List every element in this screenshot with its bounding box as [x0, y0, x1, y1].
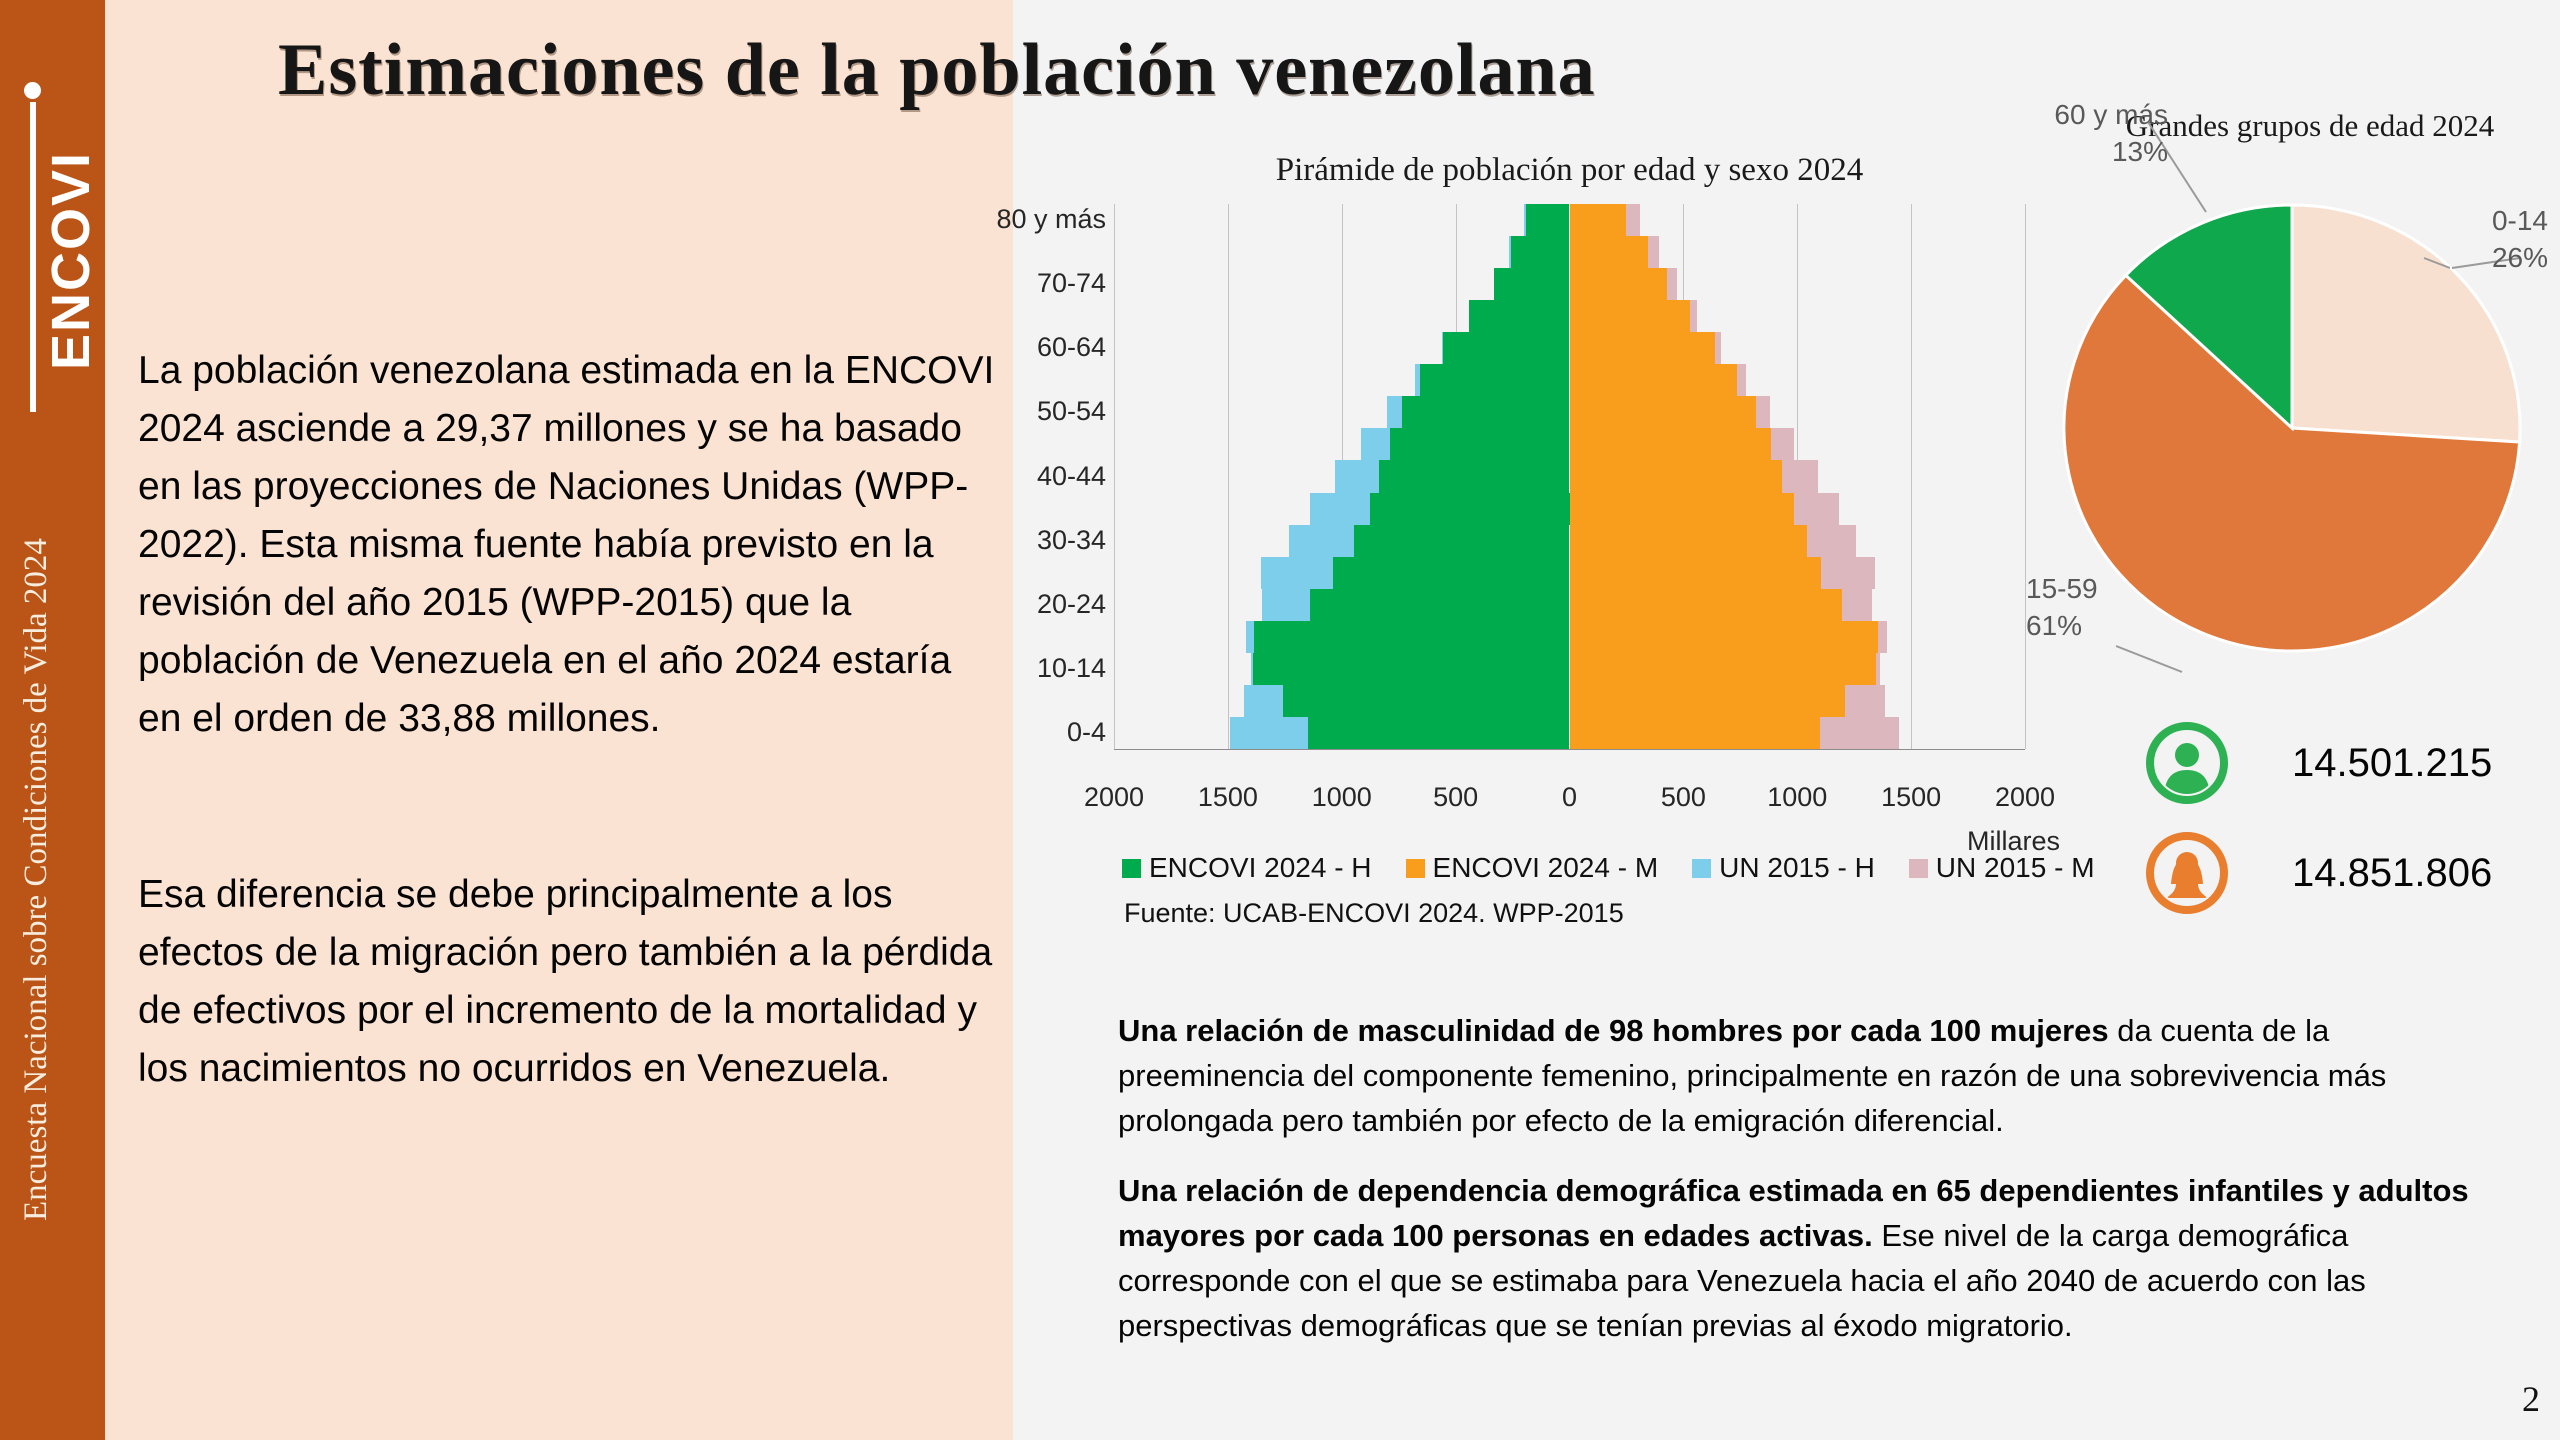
age-axis-label: 20-24: [1036, 588, 1106, 619]
x-axis-tick-label: 2000: [1994, 782, 2056, 812]
legend-swatch-icon: [1122, 859, 1141, 878]
x-axis-tick-label: 500: [1433, 782, 1479, 812]
logo-text: ENCOVI: [41, 150, 101, 370]
pyramid-bar-ENCOVI2024-H-80 y más: [1526, 204, 1569, 236]
encovi-logo: [0, 40, 105, 460]
sidebar: [0, 0, 105, 1440]
pyramid-bar-ENCOVI2024-M-65-69: [1570, 300, 1691, 332]
pyramid-bar-ENCOVI2024-H-55-59: [1420, 364, 1569, 396]
masculinity-ratio-bold: Una relación de masculinidad de 98 hombres por cada 100 mujeres: [1118, 1013, 2109, 1048]
pyramid-bar-ENCOVI2024-H-65-69: [1469, 300, 1569, 332]
pyramid-bar-ENCOVI2024-H-50-54: [1402, 396, 1569, 428]
gridline: [1228, 204, 1229, 749]
dependency-ratio-rest: Ese nivel de la carga demográfica corresponde con el que se estimaba para Venezuela hacia el año 2040 de acuerdo con las perspectivas demográficas que se tenían previas al éxodo migratorio.: [1118, 1218, 2366, 1343]
pyramid-bar-ENCOVI2024-M-60-64: [1570, 332, 1716, 364]
pyramid-bar-ENCOVI2024-H-70-74: [1494, 268, 1569, 300]
pie-callout-60ymas: [2020, 96, 2168, 170]
legend-label: UN 2015 - H: [1719, 852, 1875, 883]
age-axis-label: 70-74: [1036, 268, 1106, 299]
pie-callout-0-14-name: 0-14: [2491, 205, 2548, 236]
pie-callout-15-59: [2026, 570, 2136, 644]
age-axis-label: 10-14: [1036, 652, 1106, 683]
males-total-value: 14.501.215: [2292, 740, 2493, 785]
pyramid-bar-ENCOVI2024-M-15-19: [1570, 621, 1879, 653]
male-person-icon: [2146, 722, 2228, 804]
masculinity-ratio-rest: da cuenta de la preeminencia del componente femenino, principalmente en razón de una sobrevivencia más prolongada pero también por efecto de la emigración diferencial.: [1118, 1013, 2387, 1138]
pie-callout-60ymas-pct: 13%: [2111, 136, 2168, 167]
pyramid-bar-ENCOVI2024-H-0-4: [1308, 717, 1570, 749]
masculinity-ratio-paragraph: [1118, 1008, 2510, 1143]
pie-callout-15-59-pct: 61%: [2026, 610, 2083, 641]
pyramid-bar-ENCOVI2024-H-35-39: [1370, 493, 1569, 525]
pyramid-legend: [1114, 852, 2095, 884]
pyramid-bar-ENCOVI2024-H-20-24: [1310, 589, 1570, 621]
pyramid-bar-ENCOVI2024-M-10-14: [1570, 653, 1876, 685]
pyramid-chart-title: Pirámide de población por edad y sexo 2024: [1275, 152, 1864, 188]
x-axis-tick-label: 500: [1660, 782, 1706, 812]
pyramid-x-axis-line: [1114, 749, 2025, 750]
pyramid-bar-ENCOVI2024-H-5-9: [1283, 685, 1570, 717]
pyramid-bar-ENCOVI2024-M-25-29: [1570, 557, 1822, 589]
x-axis-tick-label: 0: [1561, 782, 1578, 812]
pyramid-bar-ENCOVI2024-M-50-54: [1570, 396, 1757, 428]
gridline: [1114, 204, 1115, 749]
source-note: Fuente: UCAB-ENCOVI 2024. WPP-2015: [1124, 898, 1624, 928]
dependency-ratio-paragraph: [1118, 1168, 2510, 1348]
x-axis-tick-label: 1500: [1881, 782, 1942, 812]
pyramid-bar-ENCOVI2024-H-75-79: [1511, 236, 1569, 268]
females-total-value: 14.851.806: [2292, 850, 2493, 895]
x-axis-tick-label: 1000: [1767, 782, 1828, 812]
pie-chart-title: Grandes grupos de edad 2024: [2125, 108, 2495, 143]
page-title: Estimaciones de la población venezolana: [278, 29, 1596, 111]
pie-callout-15-59-name: 15-59: [2026, 573, 2098, 604]
total-females-row: [2146, 832, 2492, 914]
age-axis-label: 30-34: [1036, 524, 1106, 555]
pyramid-bar-ENCOVI2024-H-10-14: [1253, 653, 1570, 685]
pyramid-bar-ENCOVI2024-M-0-4: [1570, 717, 1821, 749]
logo-pin-line-icon: [30, 102, 36, 412]
pyramid-bar-ENCOVI2024-M-55-59: [1570, 364, 1737, 396]
age-axis-label: 40-44: [1036, 460, 1106, 491]
pyramid-bar-ENCOVI2024-M-45-49: [1570, 428, 1772, 460]
intro-paragraph-1: La población venezolana estimada en la ENCOVI 2024 asciende a 29,37 millones y se ha basado en las proyecciones de Naciones Unidas (WPP-2022). Esta misma fuente había previsto en la revisión del año 2015 (WPP-2015) que la población de Venezuela en el año 2024 estaría en el orden de 33,88 millones.: [138, 349, 995, 740]
pyramid-bar-ENCOVI2024-H-25-29: [1333, 557, 1570, 589]
pyramid-plot-area: [1114, 204, 2025, 749]
pie-callout-0-14-pct: 26%: [2491, 242, 2548, 273]
pyramid-bar-ENCOVI2024-H-45-49: [1390, 428, 1570, 460]
pyramid-bar-ENCOVI2024-M-40-44: [1570, 460, 1783, 492]
age-axis-label: 50-54: [1036, 396, 1106, 427]
pie-leader-line: [2116, 646, 2182, 672]
female-person-icon: [2146, 832, 2228, 914]
logo-pin-dot-icon: [24, 82, 41, 99]
pyramid-bar-ENCOVI2024-M-5-9: [1570, 685, 1846, 717]
pyramid-bar-ENCOVI2024-H-15-19: [1254, 621, 1569, 653]
x-axis-tick-label: 1500: [1197, 782, 1258, 812]
legend-item: [1692, 852, 1875, 884]
pyramid-bar-ENCOVI2024-M-70-74: [1570, 268, 1668, 300]
pyramid-bar-ENCOVI2024-M-80 y más: [1570, 204, 1627, 236]
gridline: [1911, 204, 1912, 749]
total-males-row: [2146, 722, 2492, 804]
legend-swatch-icon: [1692, 859, 1711, 878]
age-axis-label: 80 y más: [996, 204, 1106, 235]
legend-item: [1122, 852, 1372, 884]
page-number: 2: [2522, 1379, 2540, 1419]
legend-item: [1406, 852, 1659, 884]
pyramid-bar-ENCOVI2024-H-30-34: [1354, 525, 1569, 557]
legend-item: [1909, 852, 2095, 884]
legend-label: UN 2015 - M: [1935, 852, 2095, 883]
dependency-ratio-bold: Una relación de dependencia demográfica estimada en 65 dependientes infantiles y adultos mayores por cada 100 personas en edades activas.: [1118, 1173, 2469, 1253]
pie-callout-60ymas-name: 60 y más: [2054, 99, 2168, 130]
intro-paragraph-2: Esa diferencia se debe principalmente a los efectos de la migración pero también a la pérdida de efectivos por el incremento de la mortalidad y los nacimientos no ocurridos en Venezuela.: [138, 873, 993, 1090]
legend-label: ENCOVI 2024 - M: [1432, 852, 1659, 883]
x-axis-tick-label: 2000: [1083, 782, 1145, 812]
pyramid-bar-ENCOVI2024-H-60-64: [1443, 332, 1569, 364]
pyramid-bar-ENCOVI2024-M-20-24: [1570, 589, 1842, 621]
legend-swatch-icon: [1406, 859, 1425, 878]
pyramid-bar-ENCOVI2024-M-35-39: [1570, 493, 1794, 525]
pyramid-bar-ENCOVI2024-H-40-44: [1379, 460, 1569, 492]
sidebar-vertical-title: Encuesta Nacional sobre Condiciones de Vida 2024: [18, 538, 54, 1222]
pie-callout-0-14: [2420, 202, 2548, 276]
age-axis-label: 0-4: [1066, 716, 1106, 747]
legend-label: ENCOVI 2024 - H: [1149, 852, 1372, 883]
x-axis-tick-label: 1000: [1311, 782, 1372, 812]
legend-swatch-icon: [1909, 859, 1928, 878]
pyramid-bar-ENCOVI2024-M-30-34: [1570, 525, 1808, 557]
pyramid-bar-ENCOVI2024-M-75-79: [1570, 236, 1649, 268]
x-axis-unit-label: Millares: [1966, 826, 2060, 856]
age-axis-label: 60-64: [1036, 332, 1106, 363]
